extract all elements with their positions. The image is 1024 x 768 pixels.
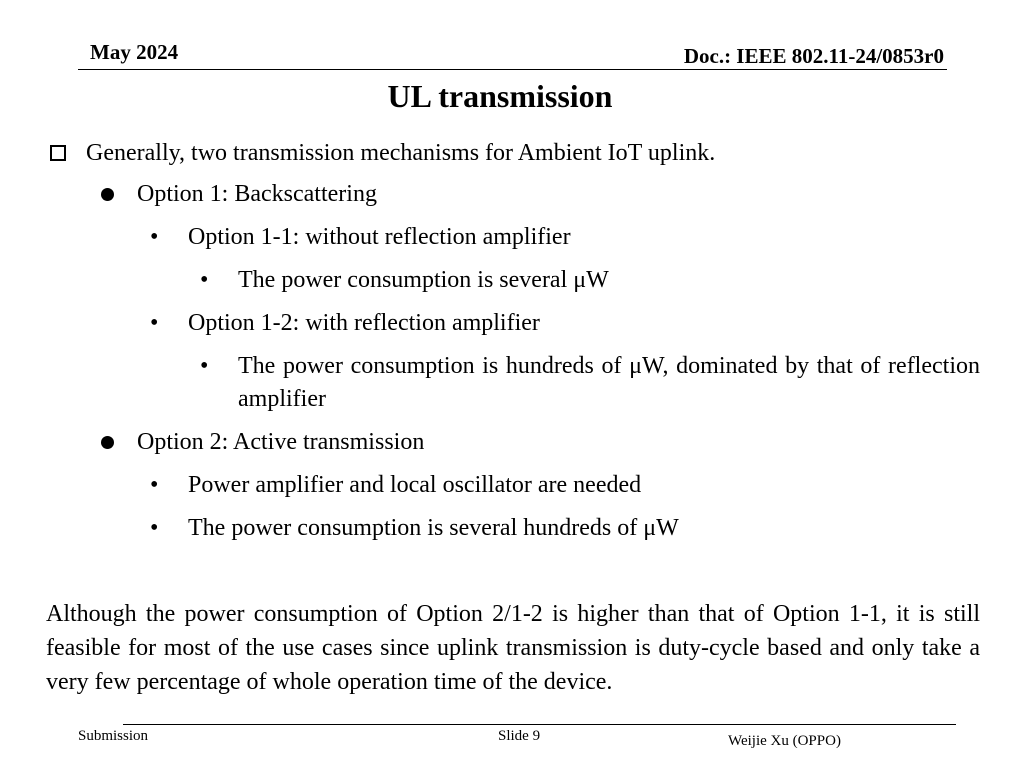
small-bullet-icon: • (150, 224, 159, 250)
header-doc-id: Doc.: IEEE 802.11-24/0853r0 (683, 44, 944, 68)
small-bullet-icon: • (200, 267, 209, 293)
footer-author: Weijie Xu (OPPO) (728, 733, 841, 749)
bullet-text: The power consumption is several hundreds of μW (188, 515, 679, 541)
footer-slide-number: Slide 9 (498, 728, 541, 744)
bullet-text: Option 1: Backscattering (137, 181, 377, 207)
bullet-text: Generally, two transmission mechanisms for Ambient IoT uplink. (86, 140, 716, 166)
bullet-text: Power amplifier and local oscillator are needed (188, 472, 642, 498)
slide-title: UL transmission (387, 78, 613, 114)
footer-submission: Submission (78, 728, 149, 744)
small-bullet-icon: • (150, 310, 159, 336)
footer-rule (123, 724, 956, 725)
conclusion-paragraph: Although the power consumption of Option 2/1-2 is higher than that of Option 1-1, it is still feasible for most of the use cases since uplink transmission is duty-cycle based and only take a very few percentage of whole operation time of the device. (46, 601, 980, 695)
bullet-text: The power consumption is several μW (238, 267, 609, 293)
round-bullet-icon (101, 436, 114, 449)
bullet-text: Option 2: Active transmission (137, 429, 425, 455)
small-bullet-icon: • (150, 472, 159, 498)
header-rule (78, 69, 947, 70)
bullet-text: Option 1-2: with reflection amplifier (188, 310, 540, 336)
square-bullet-icon (50, 145, 66, 161)
round-bullet-icon (101, 188, 114, 201)
bullet-text: Option 1-1: without reflection amplifier (188, 224, 571, 250)
small-bullet-icon: • (150, 515, 159, 541)
bullet-text: The power consumption is hundreds of μW, dominated by that of reflection amplifier (238, 353, 980, 412)
header-date: May 2024 (90, 40, 179, 64)
small-bullet-icon: • (200, 353, 209, 379)
